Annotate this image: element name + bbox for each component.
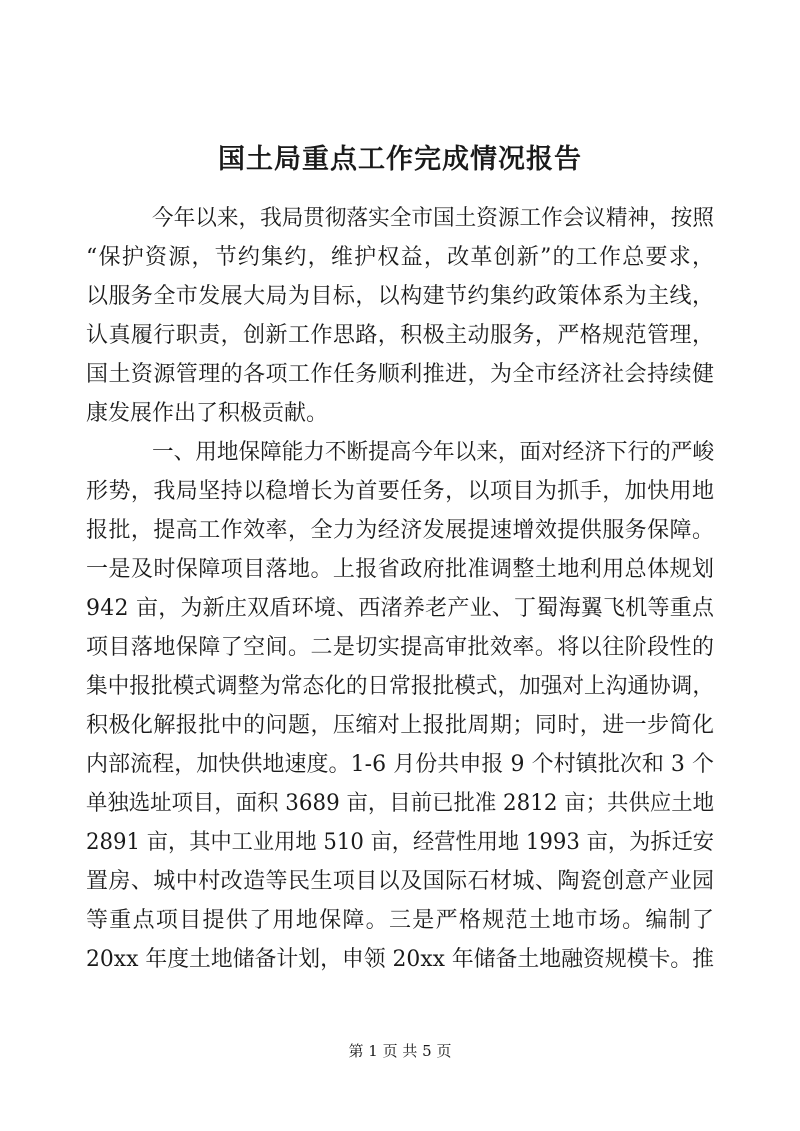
- text-line-content: 康发展作出了积极贡献。: [86, 401, 329, 426]
- text-line: [0, 394, 800, 434]
- text-line: [0, 316, 800, 356]
- text-line-content: 积极化解报批中的问题，压缩对上报批周期；同时，进一步简化: [86, 713, 715, 738]
- text-line-content: 一是及时保障项目落地。上报省政府批准调整土地利用总体规划: [86, 557, 715, 582]
- text-line: [0, 901, 800, 941]
- text-line: [0, 433, 800, 473]
- text-line-content: 项目落地保障了空间。二是切实提高审批效率。将以往阶段性的: [86, 635, 715, 660]
- text-line: [0, 511, 800, 551]
- text-line: [0, 355, 800, 395]
- text-line: [0, 667, 800, 707]
- text-line: [0, 823, 800, 863]
- text-line-content: 置房、城中村改造等民生项目以及国际石材城、陶瓷创意产业园: [86, 869, 715, 894]
- text-line-content: 国土资源管理的各项工作任务顺利推进，为全市经济社会持续健: [86, 362, 715, 387]
- text-line: [0, 784, 800, 824]
- text-line-content: 等重点项目提供了用地保障。三是严格规范土地市场。编制了: [86, 908, 716, 933]
- text-line-content: 以服务全市发展大局为目标，以构建节约集约政策体系为主线，: [86, 284, 715, 309]
- text-line-content: “保护资源，节约集约，维护权益，改革创新”的工作总要求，: [86, 245, 716, 270]
- text-line-content: 一、用地保障能力不断提高今年以来，面对经济下行的严峻: [152, 440, 715, 465]
- text-line-content: 2891 亩，其中工业用地 510 亩，经营性用地 1993 亩，为拆迁安: [86, 830, 715, 855]
- text-line: [0, 706, 800, 746]
- text-line: [0, 940, 800, 980]
- text-line: [0, 199, 800, 239]
- text-line: [0, 238, 800, 278]
- text-line-content: 20xx 年度土地储备计划，申领 20xx 年储备土地融资规模卡。推: [86, 947, 714, 972]
- page-footer: 第 1 页 共 5 页: [348, 1042, 452, 1060]
- text-line-content: 今年以来，我局贯彻落实全市国土资源工作会议精神，按照: [152, 206, 715, 231]
- text-line-content: 报批，提高工作效率，全力为经济发展提速增效提供服务保障。: [86, 518, 715, 543]
- text-line-content: 形势，我局坚持以稳增长为首要任务，以项目为抓手，加快用地: [86, 479, 715, 504]
- text-line: [0, 472, 800, 512]
- text-line: [0, 589, 800, 629]
- text-line: [0, 745, 800, 785]
- text-line: [0, 277, 800, 317]
- text-line-content: 单独选址项目，面积 3689 亩，目前已批准 2812 亩；共供应土地: [86, 791, 714, 816]
- text-line-content: 942 亩，为新庄双盾环境、西渚养老产业、丁蜀海翼飞机等重点: [86, 596, 715, 621]
- text-line-content: 内部流程，加快供地速度。1-6 月份共申报 9 个村镇批次和 3 个: [86, 752, 715, 777]
- text-line: [0, 862, 800, 902]
- text-line-content: 集中报批模式调整为常态化的日常报批模式，加强对上沟通协调，: [86, 674, 714, 699]
- text-line: [0, 628, 800, 668]
- text-line-content: 认真履行职责，创新工作思路，积极主动服务，严格规范管理，: [86, 323, 715, 348]
- text-line: [0, 550, 800, 590]
- document-title: 国土局重点工作完成情况报告: [218, 144, 582, 175]
